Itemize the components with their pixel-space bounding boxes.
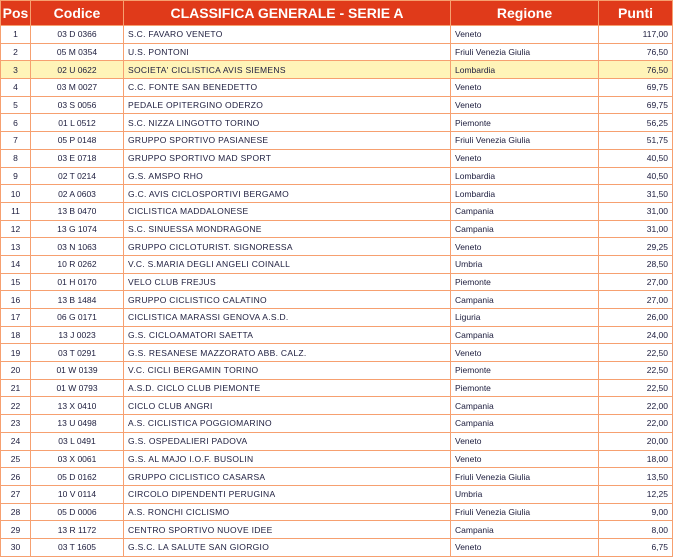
team-name-cell: G.S.C. LA SALUTE SAN GIORGIO bbox=[124, 538, 451, 556]
points-cell: 22,00 bbox=[599, 397, 673, 415]
points-cell: 26,00 bbox=[599, 309, 673, 327]
position-cell: 14 bbox=[1, 255, 31, 273]
points-cell: 76,50 bbox=[599, 43, 673, 61]
table-row bbox=[1, 132, 673, 150]
region-cell: Friuli Venezia Giulia bbox=[451, 132, 599, 150]
team-name-cell: G.S. OSPEDALIERI PADOVA bbox=[124, 432, 451, 450]
region-cell: Veneto bbox=[451, 450, 599, 468]
region-cell: Veneto bbox=[451, 96, 599, 114]
region-cell: Veneto bbox=[451, 26, 599, 44]
code-cell: 13 J 0023 bbox=[31, 326, 124, 344]
code-cell: 03 D 0366 bbox=[31, 26, 124, 44]
points-cell: 27,00 bbox=[599, 273, 673, 291]
points-column-header: Punti bbox=[599, 1, 673, 26]
team-name-cell: G.C. AVIS CICLOSPORTIVI BERGAMO bbox=[124, 185, 451, 203]
points-cell: 28,50 bbox=[599, 255, 673, 273]
points-cell: 56,25 bbox=[599, 114, 673, 132]
code-cell: 01 L 0512 bbox=[31, 114, 124, 132]
region-cell: Campania bbox=[451, 521, 599, 539]
position-cell: 7 bbox=[1, 132, 31, 150]
points-cell: 6,75 bbox=[599, 538, 673, 556]
points-cell: 76,50 bbox=[599, 61, 673, 79]
points-cell: 69,75 bbox=[599, 79, 673, 97]
team-name-cell: SOCIETA' CICLISTICA AVIS SIEMENS bbox=[124, 61, 451, 79]
region-cell: Veneto bbox=[451, 238, 599, 256]
region-cell: Veneto bbox=[451, 344, 599, 362]
position-cell: 1 bbox=[1, 26, 31, 44]
position-cell: 13 bbox=[1, 238, 31, 256]
points-cell: 51,75 bbox=[599, 132, 673, 150]
position-cell: 5 bbox=[1, 96, 31, 114]
team-name-cell: S.C. NIZZA LINGOTTO TORINO bbox=[124, 114, 451, 132]
table-row bbox=[1, 202, 673, 220]
points-cell: 31,00 bbox=[599, 220, 673, 238]
position-cell: 16 bbox=[1, 291, 31, 309]
points-cell: 18,00 bbox=[599, 450, 673, 468]
table-title: CLASSIFICA GENERALE - SERIE A bbox=[124, 1, 451, 26]
code-cell: 10 V 0114 bbox=[31, 485, 124, 503]
region-cell: Liguria bbox=[451, 309, 599, 327]
team-name-cell: C.C. FONTE SAN BENEDETTO bbox=[124, 79, 451, 97]
team-name-cell: G.S. RESANESE MAZZORATO ABB. CALZ. bbox=[124, 344, 451, 362]
position-cell: 8 bbox=[1, 149, 31, 167]
pos-column-header: Pos bbox=[1, 1, 31, 26]
points-cell: 117,00 bbox=[599, 26, 673, 44]
team-name-cell: G.S. CICLOAMATORI SAETTA bbox=[124, 326, 451, 344]
table-row bbox=[1, 415, 673, 433]
points-cell: 69,75 bbox=[599, 96, 673, 114]
team-name-cell: A.S. CICLISTICA POGGIOMARINO bbox=[124, 415, 451, 433]
code-cell: 02 T 0214 bbox=[31, 167, 124, 185]
table-row bbox=[1, 485, 673, 503]
table-row bbox=[1, 344, 673, 362]
region-cell: Lombardia bbox=[451, 167, 599, 185]
region-cell: Campania bbox=[451, 202, 599, 220]
code-cell: 03 N 1063 bbox=[31, 238, 124, 256]
table-row bbox=[1, 521, 673, 539]
position-cell: 19 bbox=[1, 344, 31, 362]
region-cell: Veneto bbox=[451, 79, 599, 97]
code-cell: 01 H 0170 bbox=[31, 273, 124, 291]
team-name-cell: CICLO CLUB ANGRI bbox=[124, 397, 451, 415]
code-cell: 13 U 0498 bbox=[31, 415, 124, 433]
points-cell: 22,00 bbox=[599, 415, 673, 433]
table-row bbox=[1, 432, 673, 450]
region-cell: Campania bbox=[451, 220, 599, 238]
region-cell: Lombardia bbox=[451, 61, 599, 79]
position-cell: 4 bbox=[1, 79, 31, 97]
team-name-cell: GRUPPO CICLOTURIST. SIGNORESSA bbox=[124, 238, 451, 256]
region-cell: Umbria bbox=[451, 485, 599, 503]
team-name-cell: CICLISTICA MADDALONESE bbox=[124, 202, 451, 220]
table-row bbox=[1, 79, 673, 97]
table-row bbox=[1, 220, 673, 238]
table-row bbox=[1, 379, 673, 397]
header-row bbox=[1, 1, 673, 26]
team-name-cell: V.C. CICLI BERGAMIN TORINO bbox=[124, 362, 451, 380]
position-cell: 30 bbox=[1, 538, 31, 556]
position-cell: 3 bbox=[1, 61, 31, 79]
points-cell: 40,50 bbox=[599, 149, 673, 167]
team-name-cell: U.S. PONTONI bbox=[124, 43, 451, 61]
position-cell: 24 bbox=[1, 432, 31, 450]
points-cell: 22,50 bbox=[599, 379, 673, 397]
points-cell: 40,50 bbox=[599, 167, 673, 185]
position-cell: 26 bbox=[1, 468, 31, 486]
code-cell: 03 T 1605 bbox=[31, 538, 124, 556]
team-name-cell: GRUPPO SPORTIVO MAD SPORT bbox=[124, 149, 451, 167]
region-cell: Veneto bbox=[451, 432, 599, 450]
code-cell: 06 G 0171 bbox=[31, 309, 124, 327]
code-cell: 01 W 0793 bbox=[31, 379, 124, 397]
position-cell: 20 bbox=[1, 362, 31, 380]
table-row bbox=[1, 238, 673, 256]
standings-body bbox=[1, 26, 673, 557]
table-row bbox=[1, 397, 673, 415]
team-name-cell: G.S. AMSPO RHO bbox=[124, 167, 451, 185]
position-cell: 25 bbox=[1, 450, 31, 468]
region-cell: Campania bbox=[451, 291, 599, 309]
points-cell: 20,00 bbox=[599, 432, 673, 450]
points-cell: 8,00 bbox=[599, 521, 673, 539]
table-row bbox=[1, 96, 673, 114]
code-cell: 03 L 0491 bbox=[31, 432, 124, 450]
points-cell: 12,25 bbox=[599, 485, 673, 503]
table-row bbox=[1, 61, 673, 79]
position-cell: 28 bbox=[1, 503, 31, 521]
region-cell: Piemonte bbox=[451, 362, 599, 380]
table-row bbox=[1, 291, 673, 309]
team-name-cell: GRUPPO CICLISTICO CALATINO bbox=[124, 291, 451, 309]
region-cell: Piemonte bbox=[451, 114, 599, 132]
code-cell: 02 A 0603 bbox=[31, 185, 124, 203]
code-cell: 13 B 1484 bbox=[31, 291, 124, 309]
points-cell: 22,50 bbox=[599, 362, 673, 380]
team-name-cell: A.S.D. CICLO CLUB PIEMONTE bbox=[124, 379, 451, 397]
table-row bbox=[1, 43, 673, 61]
region-cell: Friuli Venezia Giulia bbox=[451, 503, 599, 521]
position-cell: 27 bbox=[1, 485, 31, 503]
points-cell: 29,25 bbox=[599, 238, 673, 256]
team-name-cell: V.C. S.MARIA DEGLI ANGELI COINALL bbox=[124, 255, 451, 273]
team-name-cell: CIRCOLO DIPENDENTI PERUGINA bbox=[124, 485, 451, 503]
region-column-header: Regione bbox=[451, 1, 599, 26]
position-cell: 29 bbox=[1, 521, 31, 539]
table-row bbox=[1, 538, 673, 556]
position-cell: 12 bbox=[1, 220, 31, 238]
points-cell: 31,50 bbox=[599, 185, 673, 203]
code-cell: 01 W 0139 bbox=[31, 362, 124, 380]
team-name-cell: CENTRO SPORTIVO NUOVE IDEE bbox=[124, 521, 451, 539]
team-name-cell: S.C. FAVARO VENETO bbox=[124, 26, 451, 44]
code-cell: 13 R 1172 bbox=[31, 521, 124, 539]
position-cell: 6 bbox=[1, 114, 31, 132]
table-row bbox=[1, 167, 673, 185]
team-name-cell: A.S. RONCHI CICLISMO bbox=[124, 503, 451, 521]
position-cell: 15 bbox=[1, 273, 31, 291]
region-cell: Veneto bbox=[451, 538, 599, 556]
table-row bbox=[1, 26, 673, 44]
table-row bbox=[1, 273, 673, 291]
code-cell: 05 M 0354 bbox=[31, 43, 124, 61]
table-row bbox=[1, 450, 673, 468]
position-cell: 22 bbox=[1, 397, 31, 415]
position-cell: 17 bbox=[1, 309, 31, 327]
region-cell: Friuli Venezia Giulia bbox=[451, 43, 599, 61]
code-cell: 13 B 0470 bbox=[31, 202, 124, 220]
region-cell: Lombardia bbox=[451, 185, 599, 203]
table-row bbox=[1, 255, 673, 273]
code-cell: 05 D 0162 bbox=[31, 468, 124, 486]
code-column-header: Codice bbox=[31, 1, 124, 26]
position-cell: 18 bbox=[1, 326, 31, 344]
table-row bbox=[1, 326, 673, 344]
region-cell: Campania bbox=[451, 326, 599, 344]
position-cell: 21 bbox=[1, 379, 31, 397]
table-row bbox=[1, 114, 673, 132]
team-name-cell: CICLISTICA MARASSI GENOVA A.S.D. bbox=[124, 309, 451, 327]
code-cell: 10 R 0262 bbox=[31, 255, 124, 273]
region-cell: Veneto bbox=[451, 149, 599, 167]
position-cell: 9 bbox=[1, 167, 31, 185]
points-cell: 22,50 bbox=[599, 344, 673, 362]
table-row bbox=[1, 309, 673, 327]
code-cell: 03 S 0056 bbox=[31, 96, 124, 114]
points-cell: 31,00 bbox=[599, 202, 673, 220]
table-row bbox=[1, 185, 673, 203]
points-cell: 24,00 bbox=[599, 326, 673, 344]
team-name-cell: VELO CLUB FREJUS bbox=[124, 273, 451, 291]
code-cell: 05 P 0148 bbox=[31, 132, 124, 150]
region-cell: Campania bbox=[451, 397, 599, 415]
region-cell: Umbria bbox=[451, 255, 599, 273]
region-cell: Campania bbox=[451, 415, 599, 433]
code-cell: 03 X 0061 bbox=[31, 450, 124, 468]
region-cell: Piemonte bbox=[451, 273, 599, 291]
team-name-cell: GRUPPO SPORTIVO PASIANESE bbox=[124, 132, 451, 150]
code-cell: 03 E 0718 bbox=[31, 149, 124, 167]
table-row bbox=[1, 149, 673, 167]
points-cell: 9,00 bbox=[599, 503, 673, 521]
team-name-cell: PEDALE OPITERGINO ODERZO bbox=[124, 96, 451, 114]
position-cell: 10 bbox=[1, 185, 31, 203]
table-row bbox=[1, 362, 673, 380]
region-cell: Friuli Venezia Giulia bbox=[451, 468, 599, 486]
points-cell: 27,00 bbox=[599, 291, 673, 309]
points-cell: 13,50 bbox=[599, 468, 673, 486]
code-cell: 03 M 0027 bbox=[31, 79, 124, 97]
team-name-cell: GRUPPO CICLISTICO CASARSA bbox=[124, 468, 451, 486]
position-cell: 2 bbox=[1, 43, 31, 61]
code-cell: 13 X 0410 bbox=[31, 397, 124, 415]
table-row bbox=[1, 468, 673, 486]
code-cell: 05 D 0006 bbox=[31, 503, 124, 521]
team-name-cell: S.C. SINUESSA MONDRAGONE bbox=[124, 220, 451, 238]
code-cell: 02 U 0622 bbox=[31, 61, 124, 79]
table-row bbox=[1, 503, 673, 521]
code-cell: 13 G 1074 bbox=[31, 220, 124, 238]
team-name-cell: G.S. AL MAJO I.O.F. BUSOLIN bbox=[124, 450, 451, 468]
region-cell: Piemonte bbox=[451, 379, 599, 397]
code-cell: 03 T 0291 bbox=[31, 344, 124, 362]
position-cell: 23 bbox=[1, 415, 31, 433]
position-cell: 11 bbox=[1, 202, 31, 220]
